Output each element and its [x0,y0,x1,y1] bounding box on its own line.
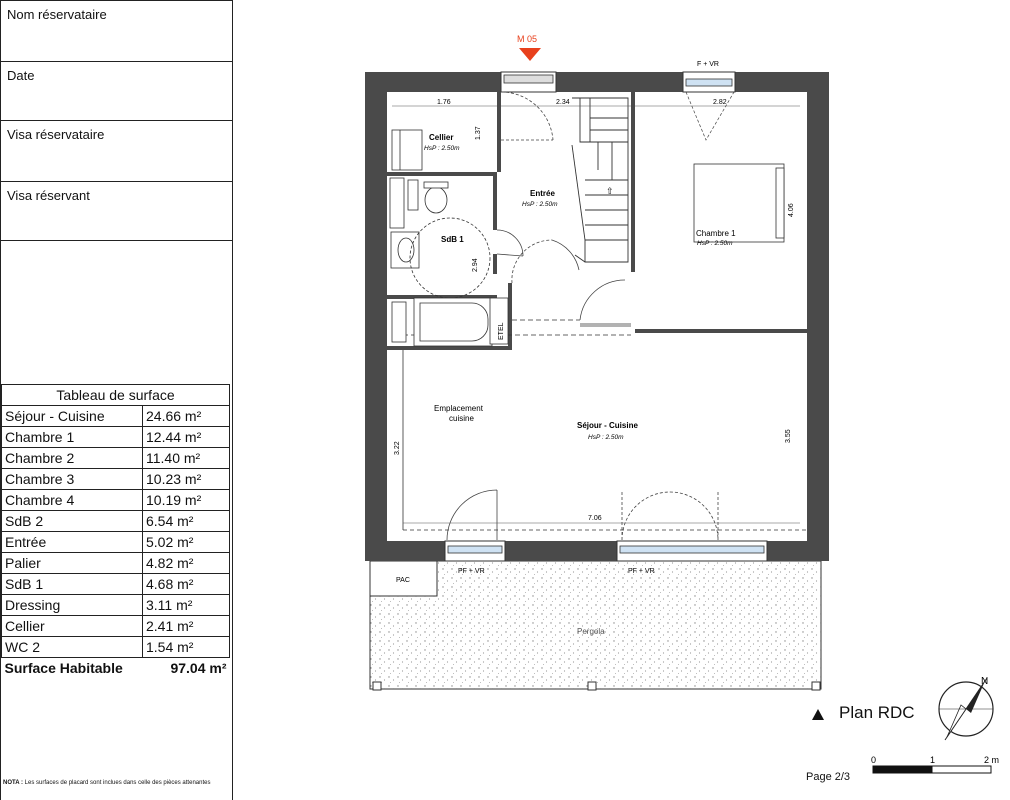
row-value: 2.41 m² [143,616,230,637]
sdb1-label: SdB 1 [441,235,464,244]
row-value: 6.54 m² [143,511,230,532]
scale-bar [873,766,991,773]
row-name: WC 2 [2,637,143,658]
row-value: 10.23 m² [143,469,230,490]
row-value: 12.44 m² [143,427,230,448]
cellier-hsp: HsP : 2.50m [424,145,460,152]
dim-294: 2.94 [472,258,479,272]
etel-label: ETEL [498,322,505,340]
date-label: Date [7,68,35,83]
window-top-glass [686,79,732,86]
surface-table-title: Tableau de surface [2,385,230,406]
row-value: 11.40 m² [143,448,230,469]
stairs-arrow-icon: ⇧ [606,186,614,196]
row-name: Chambre 1 [2,427,143,448]
lot-label: M 05 [517,34,538,44]
dim-137: 1.37 [475,126,482,140]
row-name: Séjour - Cuisine [2,406,143,427]
dim-282: 2.82 [713,99,727,106]
window-top-swing [686,92,734,140]
row-name: Palier [2,553,143,574]
row-name: Dressing [2,595,143,616]
sdb1-fixtures [390,178,490,298]
compass-north-label: N [981,676,989,687]
row-value: 3.11 m² [143,595,230,616]
chambre1-label: Chambre 1 [696,229,736,238]
window-bottom-right-label: PF + VR [628,568,655,575]
cellier-label: Cellier [429,133,454,142]
nom-reservataire-label: Nom réservataire [7,7,107,22]
dim-234: 2.34 [556,99,570,106]
row-name: Chambre 3 [2,469,143,490]
row-value: 10.19 m² [143,490,230,511]
dim-322: 3.22 [394,441,401,455]
row-name: Entrée [2,532,143,553]
title-marker-icon [812,709,824,720]
row-name: Chambre 4 [2,490,143,511]
dim-176: 1.76 [437,99,451,106]
nota-text: Les surfaces de placard sont inclues dans celle des pièces attenantes [24,780,211,786]
window-bottom-right-glass [620,546,764,553]
scale-0: 0 [871,755,877,765]
row-name: Chambre 2 [2,448,143,469]
chambre1-hsp: HsP : 2.50m [697,240,733,247]
nota-bold: NOTA : [3,780,23,786]
total-value: 97.04 m² [170,659,227,676]
row-value: 4.68 m² [143,574,230,595]
plan-title: Plan RDC [839,703,915,722]
entree-label: Entrée [530,189,555,198]
row-value: 4.82 m² [143,553,230,574]
row-name: Cellier [2,616,143,637]
entree-hsp: HsP : 2.50m [522,201,558,208]
window-bottom-left-label: PF + VR [458,568,485,575]
visa-reservant-label: Visa réservant [7,188,90,203]
row-value: 5.02 m² [143,532,230,553]
emplacement-label-1: Emplacement [434,404,483,413]
row-name: SdB 2 [2,511,143,532]
terrace-area [370,561,821,689]
pergola-label: Pergola [577,627,605,636]
bathtub [392,298,492,346]
entry-door-frame [504,75,553,83]
visa-reservataire-label: Visa réservataire [7,127,105,142]
row-value: 24.66 m² [143,406,230,427]
scale-1: 1 [930,755,936,765]
window-top-label: F + VR [697,61,719,68]
row-value: 1.54 m² [143,637,230,658]
staircase [572,98,628,262]
sejour-hsp: HsP : 2.50m [588,434,624,441]
window-bottom-left-glass [448,546,502,553]
sejour-label: Séjour - Cuisine [577,421,638,430]
dim-355: 3.55 [785,429,792,443]
page-number: Page 2/3 [806,771,851,783]
emplacement-label-2: cuisine [449,414,474,423]
dim-706: 7.06 [588,515,602,522]
total-label: Surface Habitable [4,659,123,676]
lot-marker-icon [519,48,541,61]
dim-406: 4.06 [788,203,795,217]
row-name: SdB 1 [2,574,143,595]
cellier-equipment [392,130,422,170]
scale-2: 2 m [984,755,1000,765]
pac-label: PAC [396,577,410,584]
compass-icon [939,678,993,740]
